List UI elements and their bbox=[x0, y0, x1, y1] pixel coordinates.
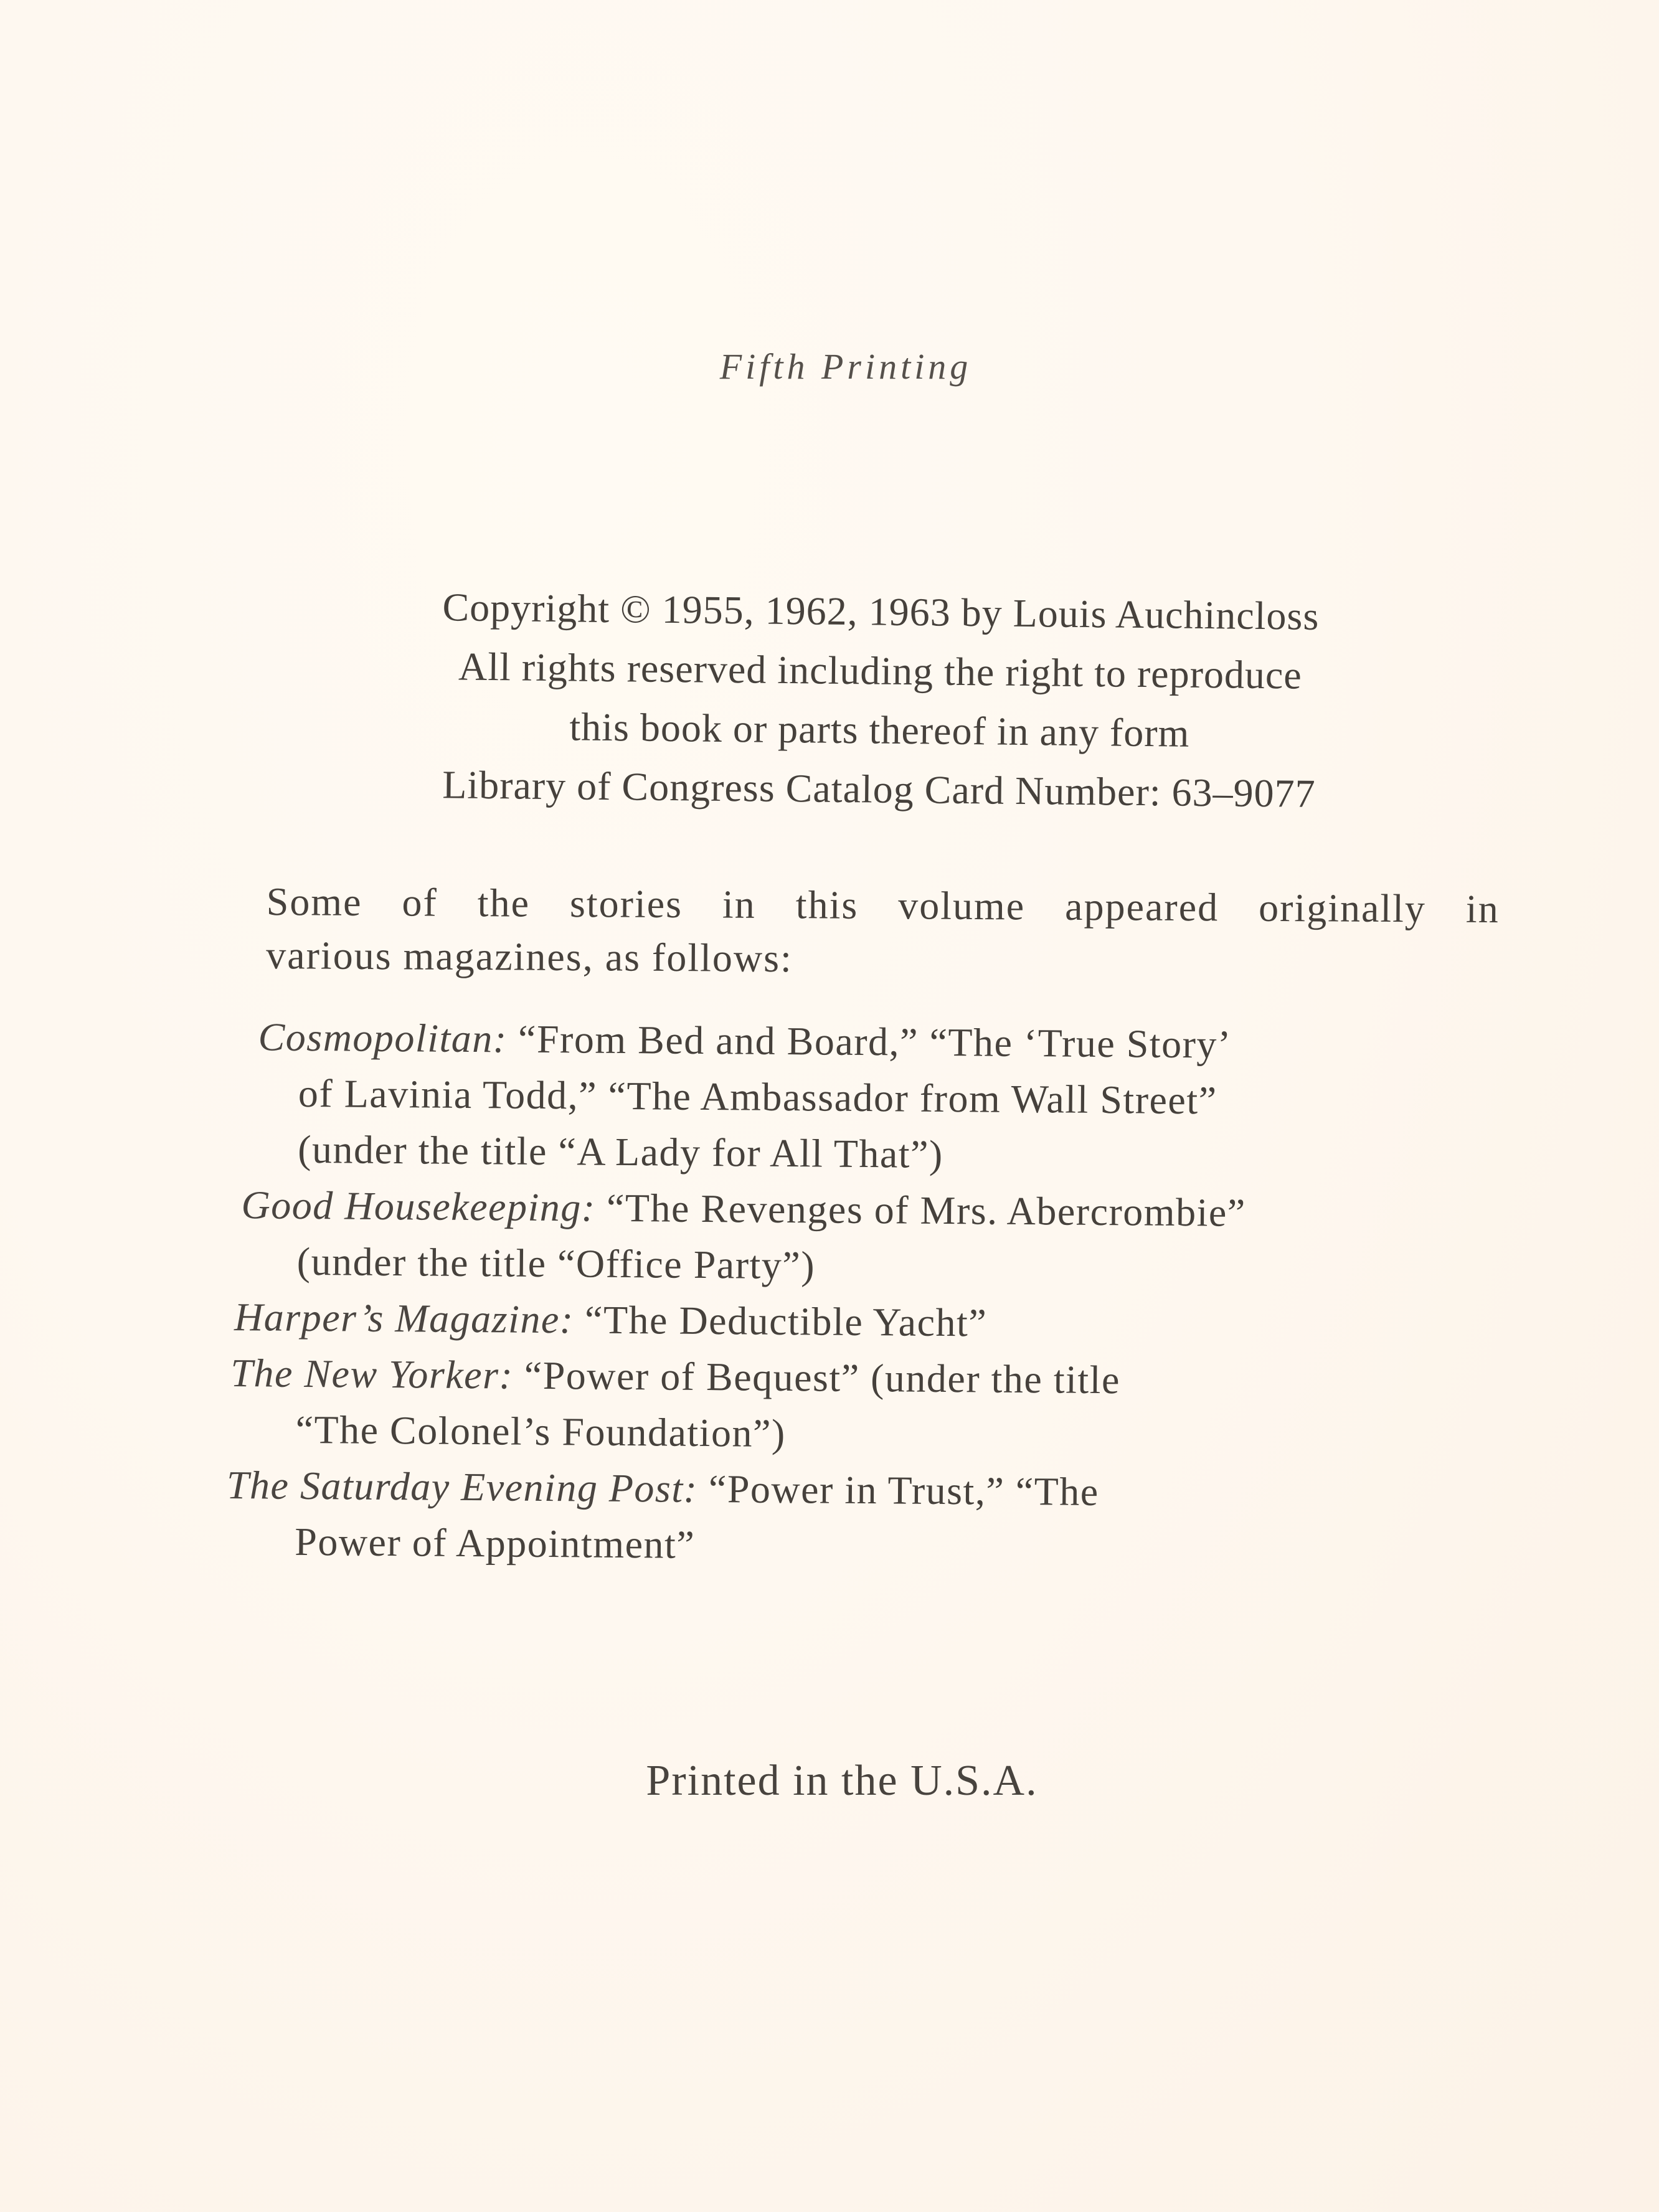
magazine-name: Harper’s Magazine: bbox=[234, 1295, 574, 1342]
rights-line-continued: this book or parts thereof in any form bbox=[569, 704, 1190, 755]
story-titles: “The Deductible Yacht” bbox=[584, 1297, 988, 1345]
printing-edition: Fifth Printing bbox=[719, 346, 972, 387]
magazine-name: Good Housekeeping: bbox=[241, 1183, 596, 1230]
copyright-notice bbox=[309, 576, 1451, 825]
story-titles-continued: (under the title “Office Party”) bbox=[296, 1239, 816, 1288]
source-entry-new-yorker bbox=[227, 1345, 1516, 1467]
story-titles: “The Revenges of Mrs. Abercrombie” bbox=[606, 1185, 1246, 1235]
magazine-sources-list bbox=[226, 1009, 1520, 1579]
story-titles-continued: “The Colonel’s Foundation”) bbox=[295, 1407, 786, 1456]
catalog-number-line: Library of Congress Catalog Card Number: 63–9077 bbox=[442, 762, 1316, 816]
intro-line: Some of the stories in this volume appeared originally in bbox=[266, 879, 1500, 932]
story-titles-continued: Power of Appointment” bbox=[295, 1519, 696, 1567]
story-titles: “Power in Trust,” “The bbox=[708, 1467, 1099, 1514]
magazine-name: The Saturday Evening Post: bbox=[226, 1462, 698, 1511]
magazine-name: Cosmopolitan: bbox=[258, 1014, 508, 1061]
story-titles: “From Bed and Board,” “The ‘True Story’ bbox=[518, 1016, 1232, 1067]
story-titles-continued: of Lavinia Todd,” “The Ambassador from Wall Street” bbox=[298, 1071, 1217, 1123]
magazine-name: The New Yorker: bbox=[230, 1351, 514, 1397]
printed-in-usa: Printed in the U.S.A. bbox=[646, 1757, 1038, 1805]
story-titles: “Power of Bequest” (under the title bbox=[524, 1353, 1121, 1402]
source-entry-saturday-evening-post bbox=[226, 1457, 1516, 1579]
rights-line: All rights reserved including the right to reproduce bbox=[458, 644, 1303, 697]
intro-line: various magazines, as follows: bbox=[265, 932, 793, 981]
story-titles-continued: (under the title “A Lady for All That”) bbox=[297, 1127, 944, 1176]
source-entry-good-housekeeping bbox=[228, 1177, 1518, 1299]
source-entry-cosmopolitan bbox=[229, 1009, 1520, 1187]
source-entry-harpers-magazine bbox=[228, 1289, 1518, 1355]
publication-intro bbox=[266, 875, 1500, 990]
copyright-line: Copyright © 1955, 1962, 1963 by Louis Auchincloss bbox=[442, 585, 1320, 638]
